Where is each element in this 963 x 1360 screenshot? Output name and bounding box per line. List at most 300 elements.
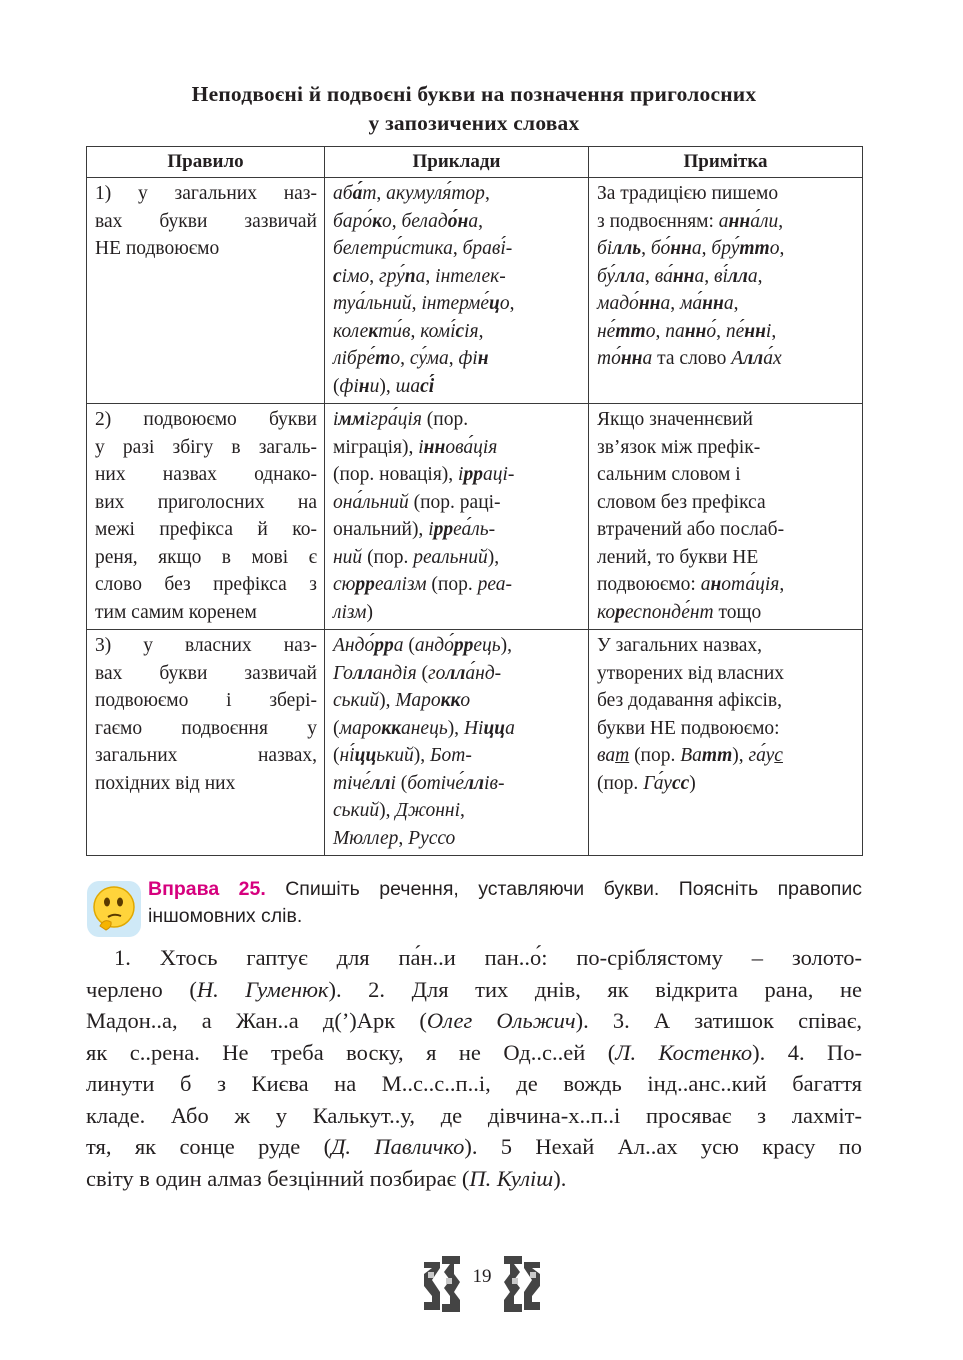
example-line: [333, 544, 581, 572]
note-line: [597, 290, 855, 318]
text-run: ). 3. А затишок співає,: [575, 1008, 862, 1033]
text-run: о: [769, 238, 780, 259]
text-run: лл: [743, 348, 764, 369]
text-run: ).: [553, 1165, 567, 1191]
exercise-block: [86, 876, 862, 940]
rule-line: у разі збігу в загаль-: [95, 436, 317, 458]
example-line: [333, 180, 581, 208]
text-run: тощо: [713, 601, 762, 623]
text-run: рр: [453, 635, 474, 656]
text-run: ). 2. Для тих днів, як відкрита рана, не: [328, 976, 862, 1002]
example-line: [333, 770, 581, 798]
example-line: [333, 660, 581, 688]
rule-line: НЕ подвоюємо: [95, 238, 220, 259]
text-run: сс: [671, 772, 690, 794]
text-run: ,: [757, 265, 763, 287]
text-run: ,: [771, 320, 777, 342]
text-run: (пор. раці-: [408, 491, 501, 513]
text-run: і: [428, 519, 434, 540]
table-header-row: [87, 147, 863, 178]
text-run: лл: [445, 662, 466, 684]
text-run: тіче́: [333, 772, 371, 794]
text-run: о: [645, 320, 656, 342]
text-run: а́х: [763, 348, 782, 369]
text-run: ,: [701, 238, 712, 259]
text-run: ,: [410, 320, 421, 342]
text-run: ): [689, 772, 696, 794]
example-line: [333, 571, 581, 599]
text-run: ів-: [484, 772, 505, 794]
text-run: лль: [612, 238, 642, 259]
example-line: [333, 208, 581, 236]
text-run: ,: [391, 210, 402, 232]
text-run: сю: [333, 574, 356, 595]
examples-cell: [325, 404, 589, 630]
text-run: 1. Хтось гаптує для па́н..и пан..о́: по-сріблястому – золото-: [114, 945, 862, 970]
sentence-line: [86, 1100, 862, 1132]
text-run: андо́: [414, 635, 454, 656]
exercise-label: Вправа 25.: [148, 878, 266, 900]
rule-line: загальних назвах,: [95, 745, 317, 766]
text-run: а́нд-: [465, 662, 502, 684]
text-run: ,: [644, 265, 655, 287]
text-run: без додавання афіксів,: [597, 690, 782, 711]
text-run: як с..рена. Не треба воску, я не Од..с..ей (: [86, 1039, 616, 1065]
note-line: [597, 687, 855, 715]
text-run: комі́: [420, 320, 456, 342]
text-run: т: [375, 348, 391, 369]
text-run: ,: [778, 210, 784, 232]
text-run: (: [395, 772, 408, 794]
text-run: ський: [333, 690, 380, 711]
text-run: нн: [702, 293, 724, 314]
text-run: Ні: [463, 717, 484, 739]
text-run: тт: [615, 320, 646, 342]
page-number: 19: [472, 1266, 492, 1287]
text-run: о: [460, 690, 471, 711]
text-run: ігра́ція: [365, 409, 422, 430]
note-cell: [589, 178, 863, 404]
rule-line: подвоюємо і зберi-: [95, 690, 317, 711]
text-run: і: [333, 409, 339, 430]
text-run: коле: [333, 320, 369, 342]
text-run: а: [718, 210, 729, 232]
text-run: ,: [779, 238, 785, 259]
text-run: ональний),: [333, 519, 429, 540]
text-run: Бот-: [430, 745, 472, 766]
note-line: [597, 770, 855, 798]
note-line: [597, 742, 855, 770]
text-run: бо́: [650, 238, 671, 259]
text-run: а: [691, 238, 702, 259]
text-run: і: [765, 320, 772, 342]
example-line: [333, 318, 581, 346]
text-run: ,: [704, 265, 714, 287]
text-run: туа́льний: [333, 293, 412, 314]
text-run: ): [366, 601, 373, 623]
column-header-note: Примітка: [589, 147, 863, 178]
text-run: (: [416, 662, 429, 684]
text-run: та слово: [652, 348, 732, 369]
text-run: т: [362, 183, 377, 204]
rule-line: тим самим коренем: [95, 601, 257, 623]
rule-line: реня, якщо в мові є: [95, 546, 317, 568]
text-run: п: [404, 265, 416, 287]
text-run: Ва: [680, 745, 702, 766]
text-run: ота́ція: [721, 574, 780, 595]
note-line: [597, 406, 855, 434]
note-line: [597, 345, 855, 373]
text-run: і: [458, 464, 464, 485]
text-run: бру́: [711, 238, 740, 259]
sentence-line: [86, 974, 862, 1006]
text-run: мадо́: [597, 293, 639, 314]
text-run: ,: [670, 293, 680, 314]
text-run: лл: [464, 772, 485, 794]
text-run: (пор.: [629, 745, 681, 766]
text-run: ова́ція: [445, 436, 498, 458]
column-header-examples: Приклади: [325, 147, 589, 178]
text-run: ). 5 Нехай Ал..ах усю красу по: [464, 1134, 862, 1159]
rule-line: слово без префікса з: [95, 574, 317, 595]
sentence-line: [86, 1068, 862, 1100]
example-line: [333, 434, 581, 462]
table-row: [87, 404, 863, 630]
text-run: она́льний: [333, 491, 409, 513]
text-run: кк: [440, 690, 461, 711]
text-run: и: [369, 375, 380, 397]
text-run: нн: [670, 238, 692, 259]
text-run: А: [731, 348, 744, 369]
page-title: [86, 80, 862, 138]
text-run: га́у: [748, 745, 775, 766]
text-run: ),: [379, 690, 396, 711]
text-run: ),: [732, 745, 749, 766]
note-line: [597, 632, 855, 660]
exercise-sentences: [86, 942, 862, 1194]
example-line: [333, 687, 581, 715]
rule-line: похідних від них: [95, 772, 236, 794]
note-line: [597, 599, 855, 627]
text-run: нн: [744, 320, 766, 342]
text-run: ,: [733, 293, 739, 314]
rules-table: [86, 146, 863, 856]
note-cell: [589, 630, 863, 856]
text-run: ,: [484, 183, 490, 204]
example-line: [333, 489, 581, 517]
text-run: о́: [706, 320, 717, 342]
example-line: [333, 742, 581, 770]
text-run: акумуля́тор: [386, 183, 485, 204]
text-run: ц: [489, 293, 500, 314]
example-line: [333, 461, 581, 489]
text-run: тт: [739, 238, 770, 259]
text-run: (: [333, 745, 340, 766]
text-run: реа-: [477, 574, 513, 595]
text-run: (пор.: [426, 574, 478, 595]
text-run: Олег Ольжич: [426, 1008, 576, 1033]
text-run: ,: [478, 210, 483, 232]
note-line: [597, 235, 855, 263]
text-run: гру́: [379, 265, 405, 287]
text-run: а́ли: [750, 210, 779, 232]
example-line: [333, 632, 581, 660]
example-line: [333, 406, 581, 434]
sentence-line: [86, 942, 862, 974]
example-line: [333, 345, 581, 373]
text-run: ,: [411, 293, 422, 314]
text-run: лібре́: [333, 348, 376, 369]
text-run: ,: [448, 348, 459, 369]
text-run: аці-: [482, 464, 515, 485]
text-run: с: [333, 265, 342, 287]
note-line: [597, 571, 855, 599]
text-run: ,: [400, 348, 410, 369]
text-run: р: [615, 601, 625, 623]
text-run: анець: [400, 717, 448, 739]
text-run: с: [455, 320, 465, 342]
text-run: ),: [379, 375, 396, 397]
text-run: ма́: [679, 293, 703, 314]
text-run: Якщо значеннєвий: [597, 409, 753, 430]
text-run: ти́в: [378, 320, 411, 342]
text-run: ,: [655, 320, 666, 342]
text-run: а: [723, 293, 734, 314]
examples-cell: [325, 630, 589, 856]
text-run: а: [694, 265, 705, 287]
text-run: міграція),: [333, 436, 419, 458]
note-line: [597, 434, 855, 462]
text-run: а: [700, 574, 711, 595]
example-line: [333, 825, 581, 853]
text-run: ,: [779, 574, 785, 595]
text-run: (: [333, 375, 340, 397]
text-run: черлено (: [86, 976, 197, 1002]
text-run: а: [415, 265, 426, 287]
text-run: ша: [395, 375, 421, 397]
text-run: інтерме́: [421, 293, 490, 314]
text-run: а: [393, 635, 404, 656]
text-run: а: [505, 717, 515, 739]
text-run: ний: [333, 546, 363, 568]
text-run: Н. Гуменюк: [196, 976, 329, 1002]
text-run: белад: [401, 210, 448, 232]
text-run: (пор.: [597, 772, 644, 794]
text-run: ,: [716, 320, 726, 342]
text-run: па: [665, 320, 685, 342]
text-run: з подвоєнням:: [597, 210, 719, 232]
text-run: то́: [597, 348, 621, 369]
text-run: нн: [672, 265, 695, 287]
rule-line: гаємо подвоєння у: [95, 717, 317, 739]
text-run: Га́у: [643, 772, 672, 794]
text-run: лл: [352, 662, 373, 684]
text-run: рр: [463, 464, 483, 485]
text-run: ець: [473, 635, 501, 656]
text-run: рр: [355, 574, 375, 595]
text-run: втрачений або послаб-: [597, 519, 785, 540]
example-line: [333, 599, 581, 627]
text-run: н: [710, 574, 722, 595]
text-run: лл: [727, 265, 748, 287]
text-run: андія: [372, 662, 417, 684]
text-run: ),: [500, 635, 513, 656]
text-run: кк: [381, 717, 401, 739]
text-run: зв’язок між префік-: [597, 436, 761, 458]
text-run: го: [428, 662, 446, 684]
rule-line: вах букви зазвичай: [95, 662, 317, 684]
text-run: кладе. Або ж у Калькут..у, де дівчина-х..п..і просяває з лахміт-: [86, 1102, 862, 1128]
note-line: [597, 208, 855, 236]
text-run: лл: [370, 772, 391, 794]
text-run: о: [381, 210, 392, 232]
example-line: [333, 516, 581, 544]
text-run: (: [333, 717, 340, 739]
text-run: ,: [369, 265, 380, 287]
rule-line: них назвах однако-: [95, 464, 317, 485]
text-run: Д. Павличко: [331, 1134, 465, 1159]
note-line: [597, 263, 855, 291]
text-run: (: [403, 635, 415, 656]
text-run: ,: [459, 800, 465, 821]
text-run: утворених від власних: [597, 662, 785, 684]
text-run: фі: [458, 348, 478, 369]
text-run: ,: [376, 183, 387, 204]
text-run: ва́: [654, 265, 673, 287]
text-run: ,: [641, 238, 651, 259]
column-header-rule: Правило: [87, 147, 325, 178]
text-run: Андо́: [333, 635, 375, 656]
text-run: Го: [333, 662, 353, 684]
rule-line: 1) у загальних наз-: [95, 183, 317, 204]
note-line: [597, 544, 855, 572]
text-run: ія: [464, 320, 479, 342]
text-run: тя, як сонце руде (: [86, 1134, 332, 1159]
example-line: [333, 263, 581, 291]
text-run: цц: [483, 717, 506, 739]
text-run: ботіче́: [407, 772, 465, 794]
text-run: еспонде́нт: [624, 601, 714, 623]
text-run: бі: [597, 238, 613, 259]
text-run: ),: [447, 717, 464, 739]
note-line: [597, 180, 855, 208]
text-run: мм: [338, 409, 366, 430]
text-run: ні́: [339, 745, 355, 766]
text-run: не́: [597, 320, 616, 342]
text-run: фі: [339, 375, 359, 397]
exercise-task: Спишіть речення, уставляючи букви. Поясніть правопис іншомовних слів.: [148, 878, 863, 927]
text-run: ький: [376, 745, 414, 766]
examples-cell: [325, 178, 589, 404]
text-run: сі́: [420, 375, 435, 397]
example-line: [333, 235, 581, 263]
text-run: с: [774, 745, 783, 766]
example-line: [333, 290, 581, 318]
text-run: Л. Костенко: [615, 1039, 753, 1065]
text-run: о: [499, 293, 510, 314]
text-run: н: [477, 348, 489, 369]
text-run: ,: [452, 238, 463, 259]
text-run: букви НЕ подвоюємо:: [597, 717, 780, 739]
title-line-2: у запозичених словах: [368, 111, 580, 135]
text-run: лений, то букви НЕ: [597, 546, 759, 568]
text-run: (пор.: [362, 546, 414, 568]
text-run: еалізм: [374, 574, 427, 595]
title-line-1: Неподвоєні й подвоєні букви на позначення приголосних: [191, 82, 757, 106]
text-run: белетри́стика: [333, 238, 453, 259]
text-run: ко: [597, 601, 616, 623]
text-run: а́: [352, 183, 363, 204]
text-run: лл: [615, 265, 636, 287]
text-run: Джонні: [395, 800, 460, 821]
text-run: і: [418, 436, 424, 458]
text-run: су́ма: [409, 348, 449, 369]
text-run: нн: [638, 293, 661, 314]
text-run: імо: [341, 265, 370, 287]
note-line: [597, 516, 855, 544]
text-run: Руссо: [408, 827, 456, 849]
text-run: а: [635, 265, 645, 287]
page-footer: [420, 1252, 544, 1316]
note-line: [597, 660, 855, 688]
text-run: ). 4. По-: [752, 1039, 862, 1065]
text-run: ,: [509, 293, 515, 314]
text-run: нн: [423, 436, 446, 458]
text-run: світу в один алмаз безцінний позбирає (: [86, 1165, 470, 1191]
note-line: [597, 715, 855, 743]
text-run: ,: [425, 265, 436, 287]
text-run: ),: [413, 745, 431, 766]
text-run: цц: [354, 745, 377, 766]
text-run: о́н: [447, 210, 469, 232]
text-run: нн: [620, 348, 643, 369]
text-run: браві́-: [462, 238, 513, 259]
text-run: а: [660, 293, 671, 314]
example-line: [333, 373, 581, 401]
table-row: [87, 178, 863, 404]
sentence-line: [86, 1005, 862, 1037]
text-run: ві́: [713, 265, 728, 287]
text-run: баро́: [333, 210, 373, 232]
text-run: нн: [684, 320, 707, 342]
text-run: Мюллер: [333, 827, 399, 849]
sentence-line: [86, 1163, 862, 1195]
rule-cell: [87, 178, 325, 404]
example-line: [333, 715, 581, 743]
text-run: а: [468, 210, 479, 232]
text-run: т: [615, 745, 630, 766]
note-line: [597, 318, 855, 346]
example-line: [333, 797, 581, 825]
text-run: словом без префікса: [597, 491, 766, 513]
text-run: к: [368, 320, 379, 342]
text-run: ),: [379, 800, 396, 821]
rule-line: 3) у власних наз-: [95, 635, 317, 656]
text-run: П. Куліш: [469, 1165, 554, 1191]
text-run: ,: [398, 827, 409, 849]
text-run: (пор. новація),: [333, 464, 459, 485]
text-run: тт: [701, 745, 733, 766]
text-run: Мадон..а, а Жан..а д(’)Арк (: [86, 1008, 427, 1033]
text-run: подвоюємо:: [597, 574, 701, 595]
text-run: ва: [597, 745, 616, 766]
sentence-line: [86, 1131, 862, 1163]
text-run: а: [642, 348, 653, 369]
text-run: У загальних назвах,: [597, 635, 763, 656]
text-run: і: [390, 772, 396, 794]
text-run: пе́: [725, 320, 745, 342]
rule-line: межі префікса й ко-: [95, 519, 317, 540]
